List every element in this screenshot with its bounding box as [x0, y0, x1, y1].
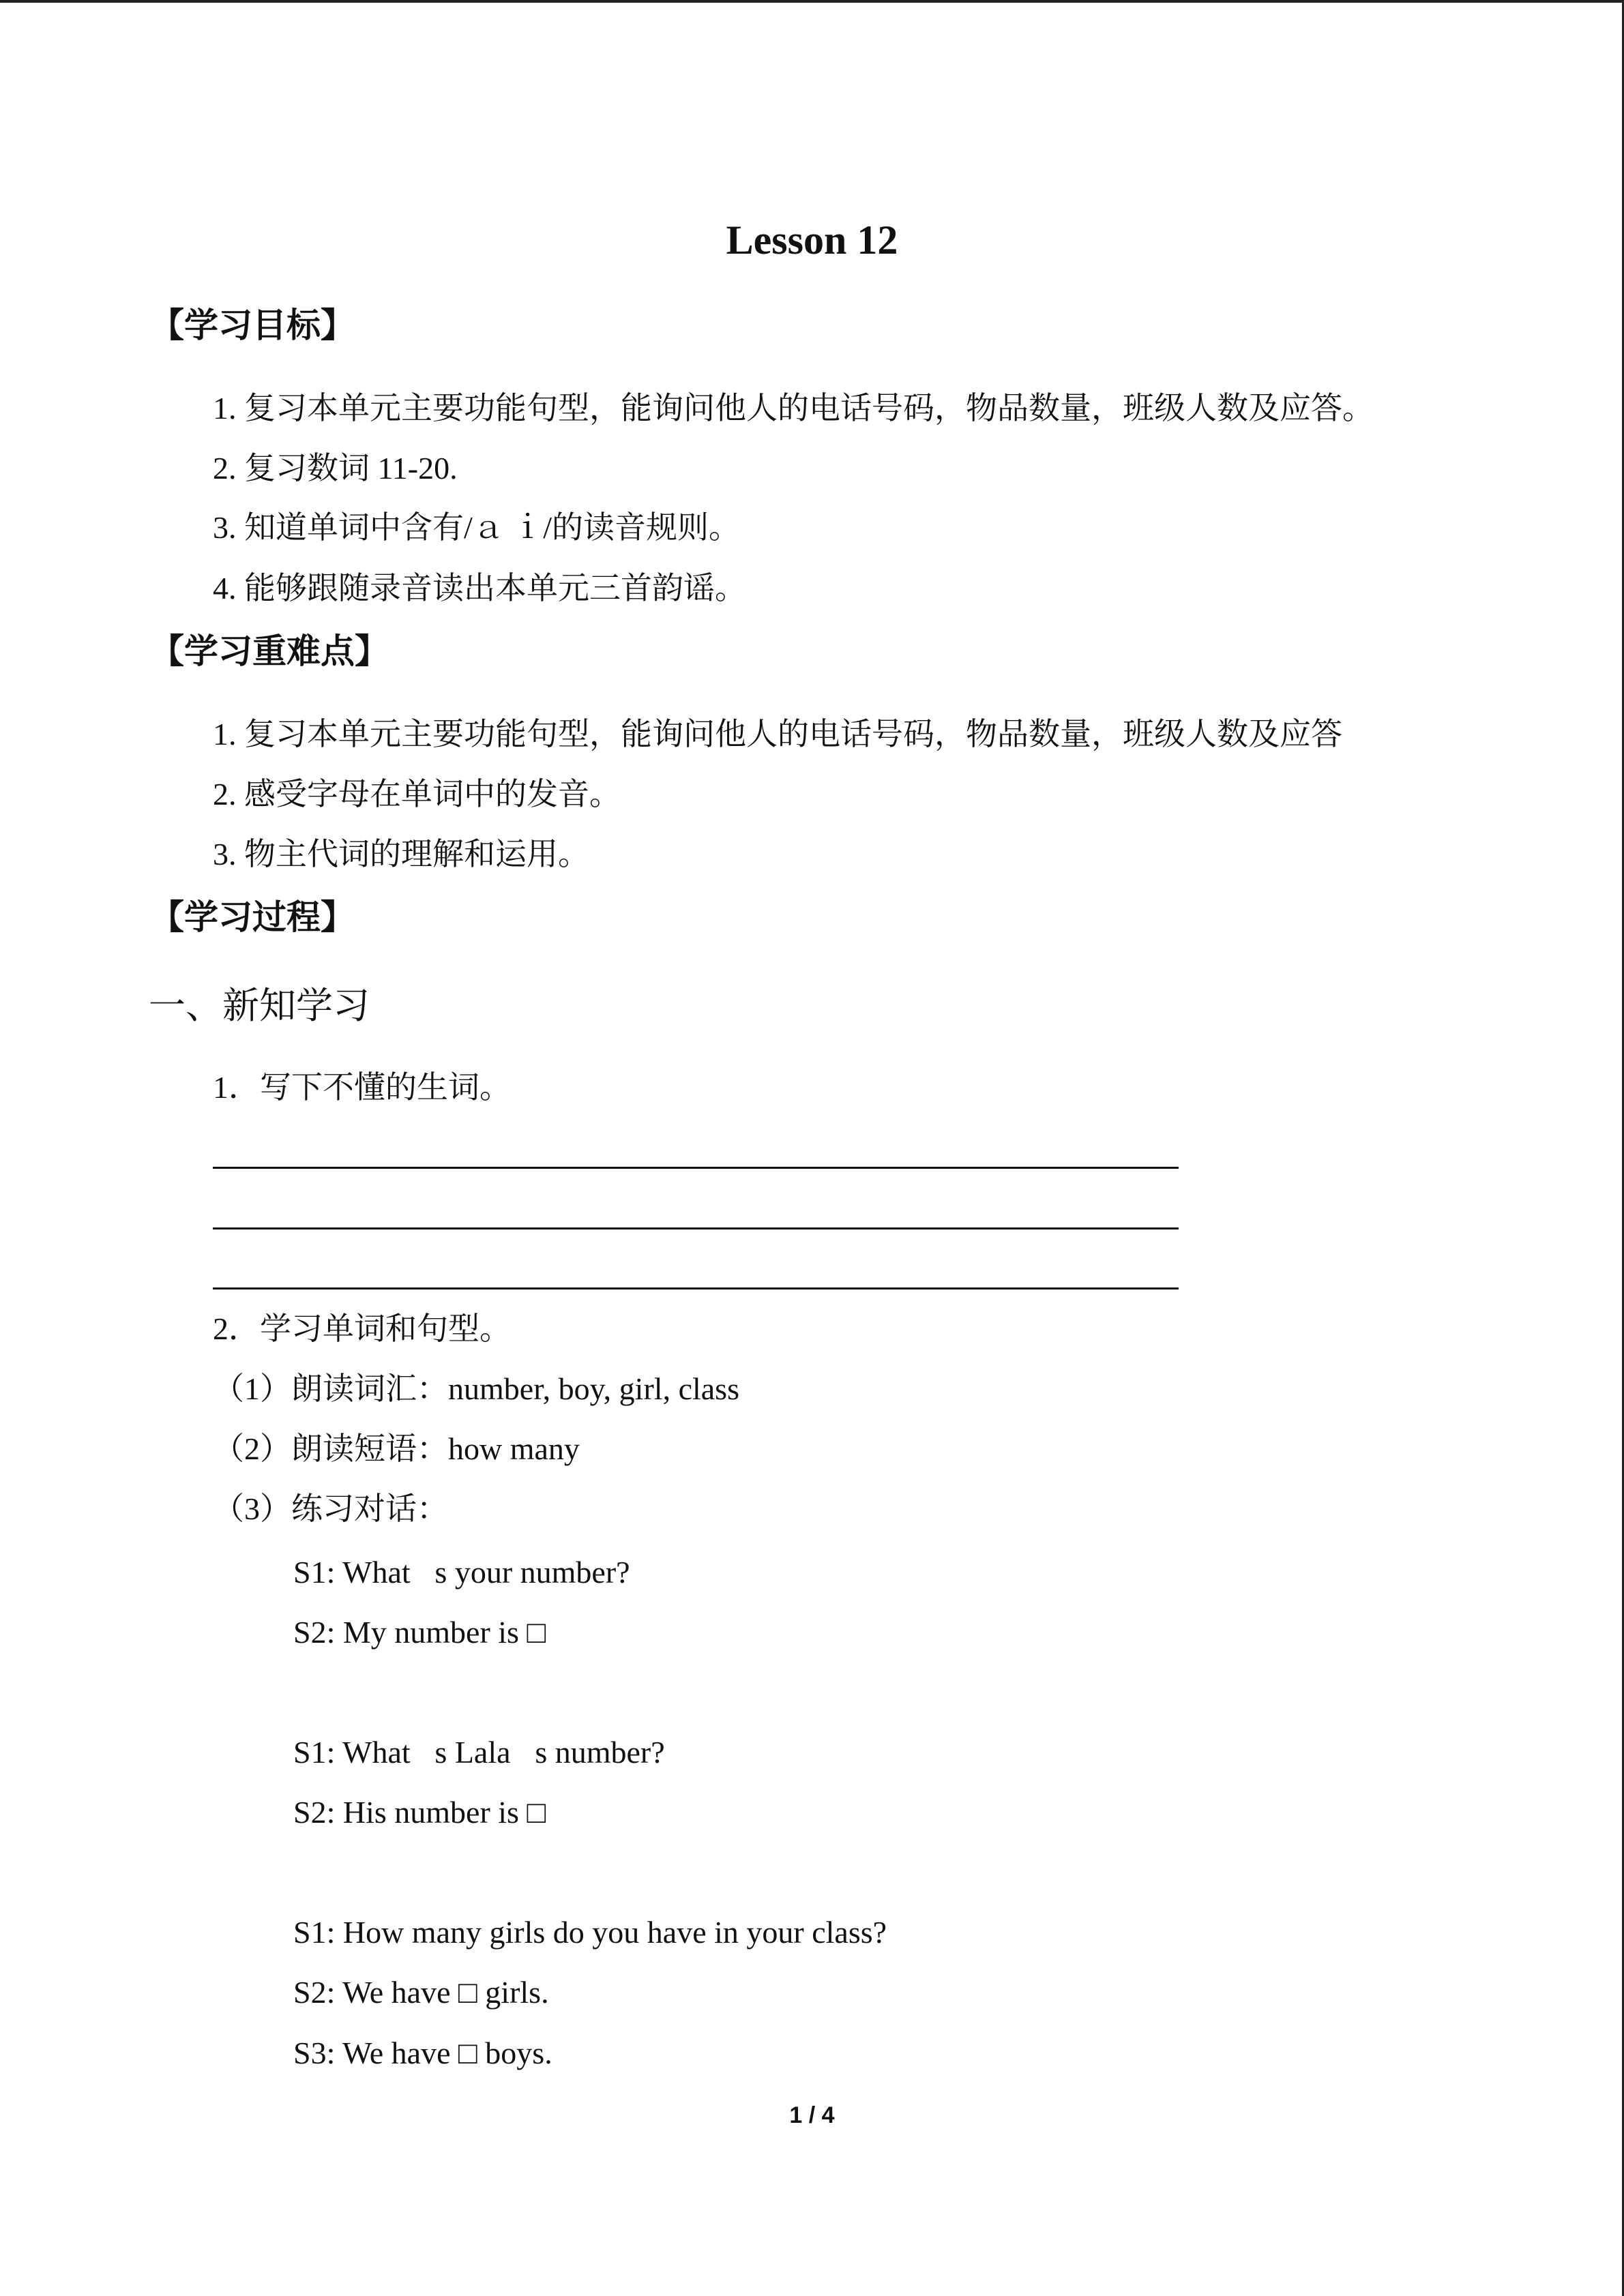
objective-item: 3. 知道单词中含有/ａ ｉ/的读音规则。 — [213, 510, 741, 545]
sub-item-dialogue: （3）练习对话： — [213, 1491, 448, 1526]
sub-item-vocabulary: （1）朗读词汇：number, boy, girl, class — [213, 1371, 739, 1406]
task-learn-words-sentences: 2．学习单词和句型。 — [213, 1311, 511, 1346]
page-number: 1 / 4 — [789, 2102, 835, 2128]
dialogue-line: S2: My number is □ — [293, 1615, 546, 1650]
sub-item-phrases: （2）朗读短语：how many — [213, 1431, 580, 1466]
objective-item: 2. 复习数词 11-20. — [213, 451, 458, 486]
dialogue-line: S1: What⃞s your number? — [293, 1555, 630, 1590]
key-points-heading: 【学习重难点】 — [150, 631, 389, 671]
dialogue-line: S1: What⃞s Lala⃞s number? — [293, 1735, 665, 1770]
key-point-item: 3. 物主代词的理解和运用。 — [213, 837, 589, 871]
dialogue-line: S2: We have □ girls. — [293, 1975, 549, 2010]
section-title: 一、新知学习 — [149, 985, 370, 1026]
dialogue-line: S2: His number is □ — [293, 1795, 546, 1830]
process-heading: 【学习过程】 — [150, 897, 355, 937]
answer-line[interactable] — [213, 1227, 1179, 1229]
objective-item: 4. 能够跟随录音读出本单元三首韵谣。 — [213, 571, 746, 606]
dialogue-line: S3: We have □ boys. — [293, 2036, 552, 2070]
objectives-heading: 【学习目标】 — [150, 305, 355, 345]
objective-item: 1. 复习本单元主要功能句型，能询问他人的电话号码，物品数量，班级人数及应答。 — [213, 391, 1374, 426]
answer-line[interactable] — [213, 1287, 1179, 1289]
page-border-top — [0, 0, 1624, 3]
answer-line[interactable] — [213, 1167, 1179, 1169]
key-point-item: 2. 感受字母在单词中的发音。 — [213, 777, 621, 811]
task-write-new-words: 1．写下不懂的生词。 — [213, 1070, 511, 1105]
dialogue-line: S1: How many girls do you have in your class? — [293, 1915, 887, 1950]
page-title: Lesson 12 — [726, 218, 898, 263]
key-point-item: 1. 复习本单元主要功能句型，能询问他人的电话号码，物品数量，班级人数及应答 — [213, 717, 1342, 751]
